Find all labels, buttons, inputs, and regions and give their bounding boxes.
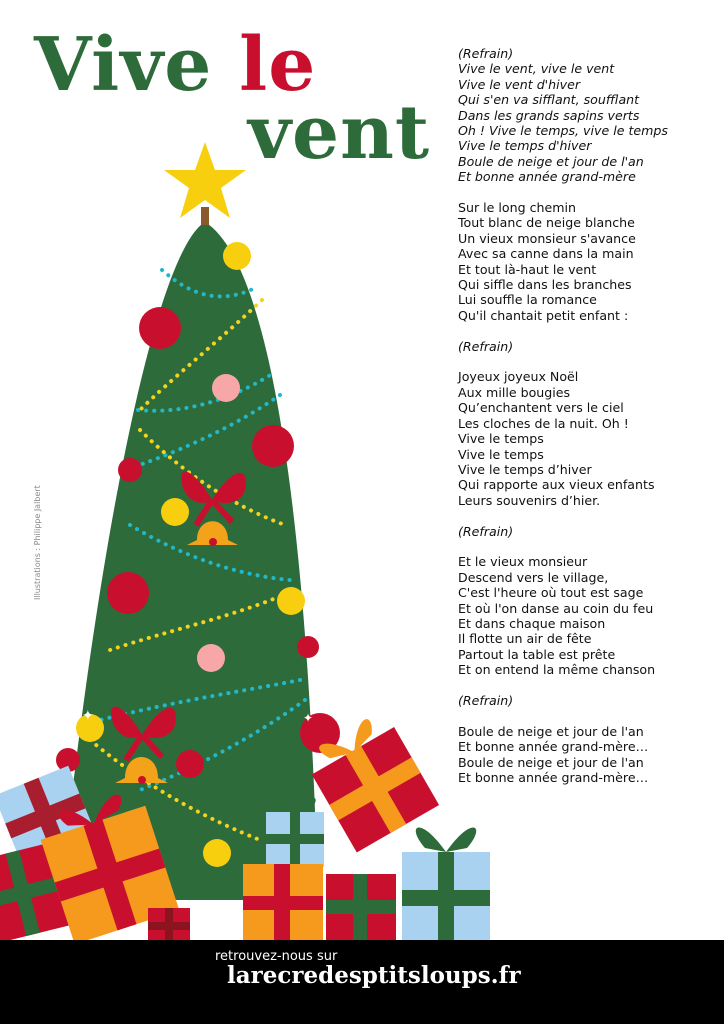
lyrics-line: (Refrain) bbox=[458, 338, 514, 354]
lyrics-line: Boule de neige et jour de l'an bbox=[458, 754, 644, 770]
lyrics-line: Et on entend la même chanson bbox=[458, 662, 656, 678]
star-icon bbox=[164, 142, 246, 218]
gift-box-icon bbox=[402, 827, 490, 940]
lyrics-line: Vive le temps d’hiver bbox=[458, 461, 592, 477]
lyrics-line: Et dans chaque maison bbox=[458, 615, 606, 631]
lyrics-stanza bbox=[458, 46, 720, 185]
lyrics-line: Descend vers le village, bbox=[458, 569, 609, 585]
lyrics-line: Vive le temps d'hiver bbox=[458, 138, 592, 154]
gift-box-icon bbox=[148, 908, 190, 940]
lyrics-line: Lui souffle la romance bbox=[458, 292, 597, 308]
lyrics-line: Tout blanc de neige blanche bbox=[458, 215, 635, 231]
illustration-credit: Illustrations : Philippe Jalbert bbox=[33, 485, 42, 600]
lyrics-line: Il flotte un air de fête bbox=[458, 631, 592, 647]
lyrics-line: Les cloches de la nuit. Oh ! bbox=[458, 415, 629, 431]
lyrics-line: Et bonne année grand-mère… bbox=[458, 739, 649, 755]
lyrics-stanza bbox=[458, 693, 720, 708]
lyrics-stanza bbox=[458, 369, 720, 508]
lyrics-line: Et où l'on danse au coin du feu bbox=[458, 600, 654, 616]
lyrics-line: Dans les grands sapins verts bbox=[458, 107, 640, 123]
lyrics-line: Un vieux monsieur s'avance bbox=[458, 230, 636, 246]
title-word-vent: vent bbox=[248, 90, 431, 176]
song-lyrics bbox=[458, 46, 720, 801]
title-word-le: le bbox=[239, 22, 317, 108]
lyrics-line: Qui s'en va sifflant, soufflant bbox=[458, 92, 640, 108]
lyrics-line: Et bonne année grand-mère bbox=[458, 169, 636, 185]
lyrics-line: (Refrain) bbox=[458, 46, 514, 61]
footer-banner bbox=[0, 940, 724, 1024]
lyrics-line: Qui siffle dans les branches bbox=[458, 277, 632, 293]
svg-text:✦: ✦ bbox=[82, 708, 94, 724]
title-word-vive: Vive bbox=[34, 22, 213, 108]
lyrics-line: Joyeux joyeux Noël bbox=[458, 369, 579, 385]
footer-intro-text: retrouvez-nous sur bbox=[215, 949, 338, 964]
lyrics-line: Et le vieux monsieur bbox=[458, 554, 588, 570]
lyrics-stanza bbox=[458, 554, 720, 677]
website-link[interactable]: larecredesptitsloups.fr bbox=[227, 962, 521, 989]
lyrics-line: Oh ! Vive le temps, vive le temps bbox=[458, 123, 668, 139]
lyrics-line: Leurs souvenirs d’hier. bbox=[458, 492, 601, 508]
lyrics-line: Boule de neige et jour de l'an bbox=[458, 723, 644, 739]
lyrics-line: Partout la table est prête bbox=[458, 646, 616, 662]
lyrics-line: Vive le vent, vive le vent bbox=[458, 61, 615, 77]
christmas-tree-illustration bbox=[0, 130, 500, 940]
lyrics-line: (Refrain) bbox=[458, 523, 514, 539]
lyrics-stanza bbox=[458, 524, 720, 539]
lyrics-line: Qu’enchantent vers le ciel bbox=[458, 400, 624, 416]
lyrics-stanza bbox=[458, 339, 720, 354]
lyrics-line: (Refrain) bbox=[458, 692, 514, 708]
lyrics-line: Boule de neige et jour de l'an bbox=[458, 153, 644, 169]
lyrics-line: Sur le long chemin bbox=[458, 200, 576, 216]
lyrics-stanza bbox=[458, 724, 720, 786]
lyrics-line: Vive le temps bbox=[458, 431, 544, 447]
lyrics-line: Et tout là-haut le vent bbox=[458, 261, 597, 277]
gift-box-icon bbox=[326, 874, 396, 940]
lyrics-line: Avec sa canne dans la main bbox=[458, 246, 634, 262]
lyrics-line: Qu'il chantait petit enfant : bbox=[458, 307, 629, 323]
lyrics-line: Aux mille bougies bbox=[458, 384, 571, 400]
lyrics-line: Et bonne année grand-mère… bbox=[458, 769, 649, 785]
lyrics-line: Vive le temps bbox=[458, 446, 544, 462]
gift-box-icon bbox=[243, 864, 323, 940]
lyrics-line: C'est l'heure où tout est sage bbox=[458, 585, 644, 601]
svg-text:✦: ✦ bbox=[303, 711, 314, 725]
lyrics-stanza bbox=[458, 200, 720, 323]
lyrics-line: Qui rapporte aux vieux enfants bbox=[458, 477, 655, 493]
lyrics-line: Vive le vent d'hiver bbox=[458, 76, 581, 92]
